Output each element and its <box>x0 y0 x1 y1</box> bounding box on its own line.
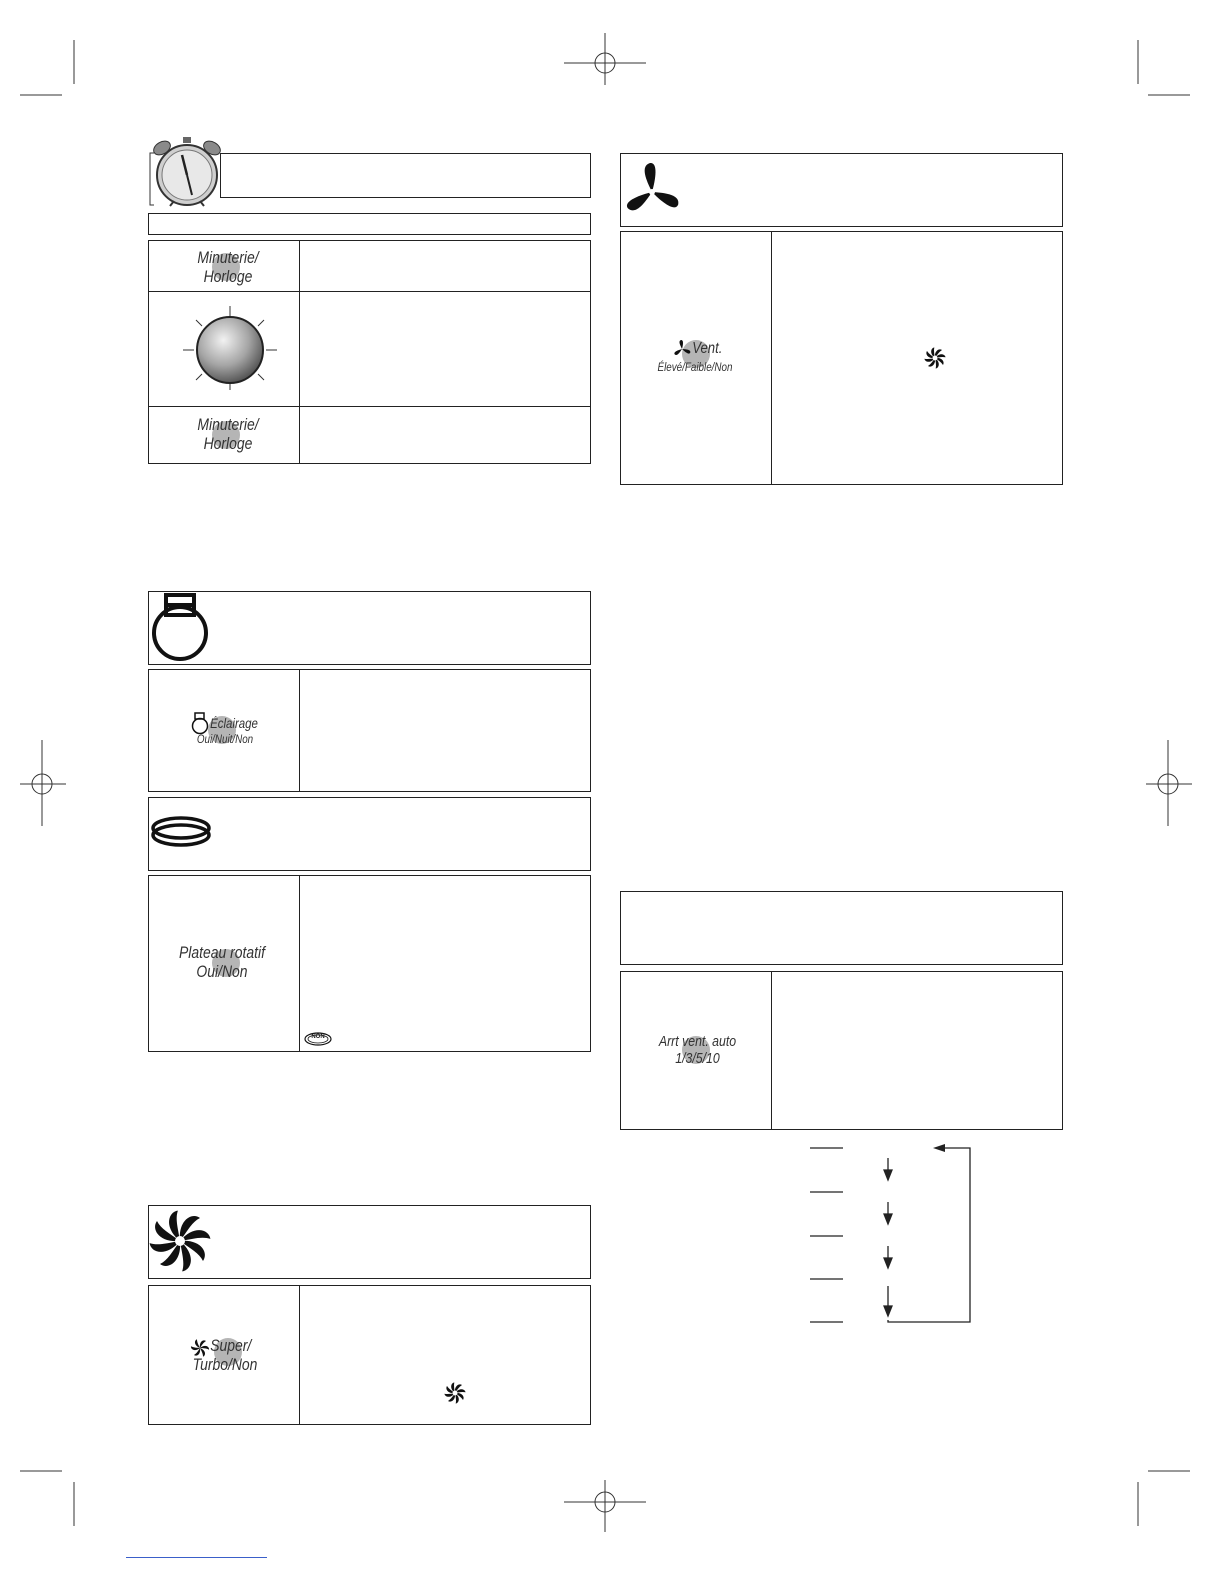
auto-vent-header-box <box>620 891 1063 965</box>
turntable-header-box <box>148 797 591 871</box>
timer-button-top[interactable]: Minuterie/ Horloge <box>197 248 259 286</box>
vent-header-box <box>620 153 1063 227</box>
registration-mark-icon <box>560 33 650 93</box>
vent-button[interactable]: Vent. Élevé/Faible/Non <box>657 340 733 374</box>
turbo-header-box <box>148 1205 591 1279</box>
auto-vent-button[interactable]: Arrt vent. auto 1/3/5/10 <box>658 1033 737 1067</box>
light-header-box <box>148 591 591 665</box>
off-badge-text: NON <box>311 1034 325 1040</box>
dial-knob-icon[interactable] <box>180 298 280 398</box>
registration-mark-icon <box>560 1474 650 1534</box>
turntable-button[interactable]: Plateau rotatif Oui/Non <box>178 943 266 981</box>
cycle-arrows-icon <box>805 1140 985 1330</box>
turbo-fan-icon <box>444 1382 466 1404</box>
timer-header-box <box>220 153 591 198</box>
turntable-icon <box>150 814 214 854</box>
alarm-clock-icon <box>146 135 226 207</box>
vent-fan-icon <box>622 160 684 222</box>
footer-underline <box>126 1557 267 1558</box>
light-button[interactable]: Éclairage Oui/Nuit/Non <box>196 715 258 747</box>
registration-mark-icon <box>1146 740 1196 830</box>
turbo-button[interactable]: Super/ Turbo/Non <box>192 1336 258 1374</box>
timer-instruction-bar <box>148 213 591 235</box>
registration-mark-icon <box>18 740 68 830</box>
light-bulb-icon <box>150 592 212 664</box>
timer-button-bottom[interactable]: Minuterie/ Horloge <box>197 415 259 453</box>
turbo-fan-icon <box>924 347 946 369</box>
turbo-fan-icon <box>148 1208 214 1274</box>
